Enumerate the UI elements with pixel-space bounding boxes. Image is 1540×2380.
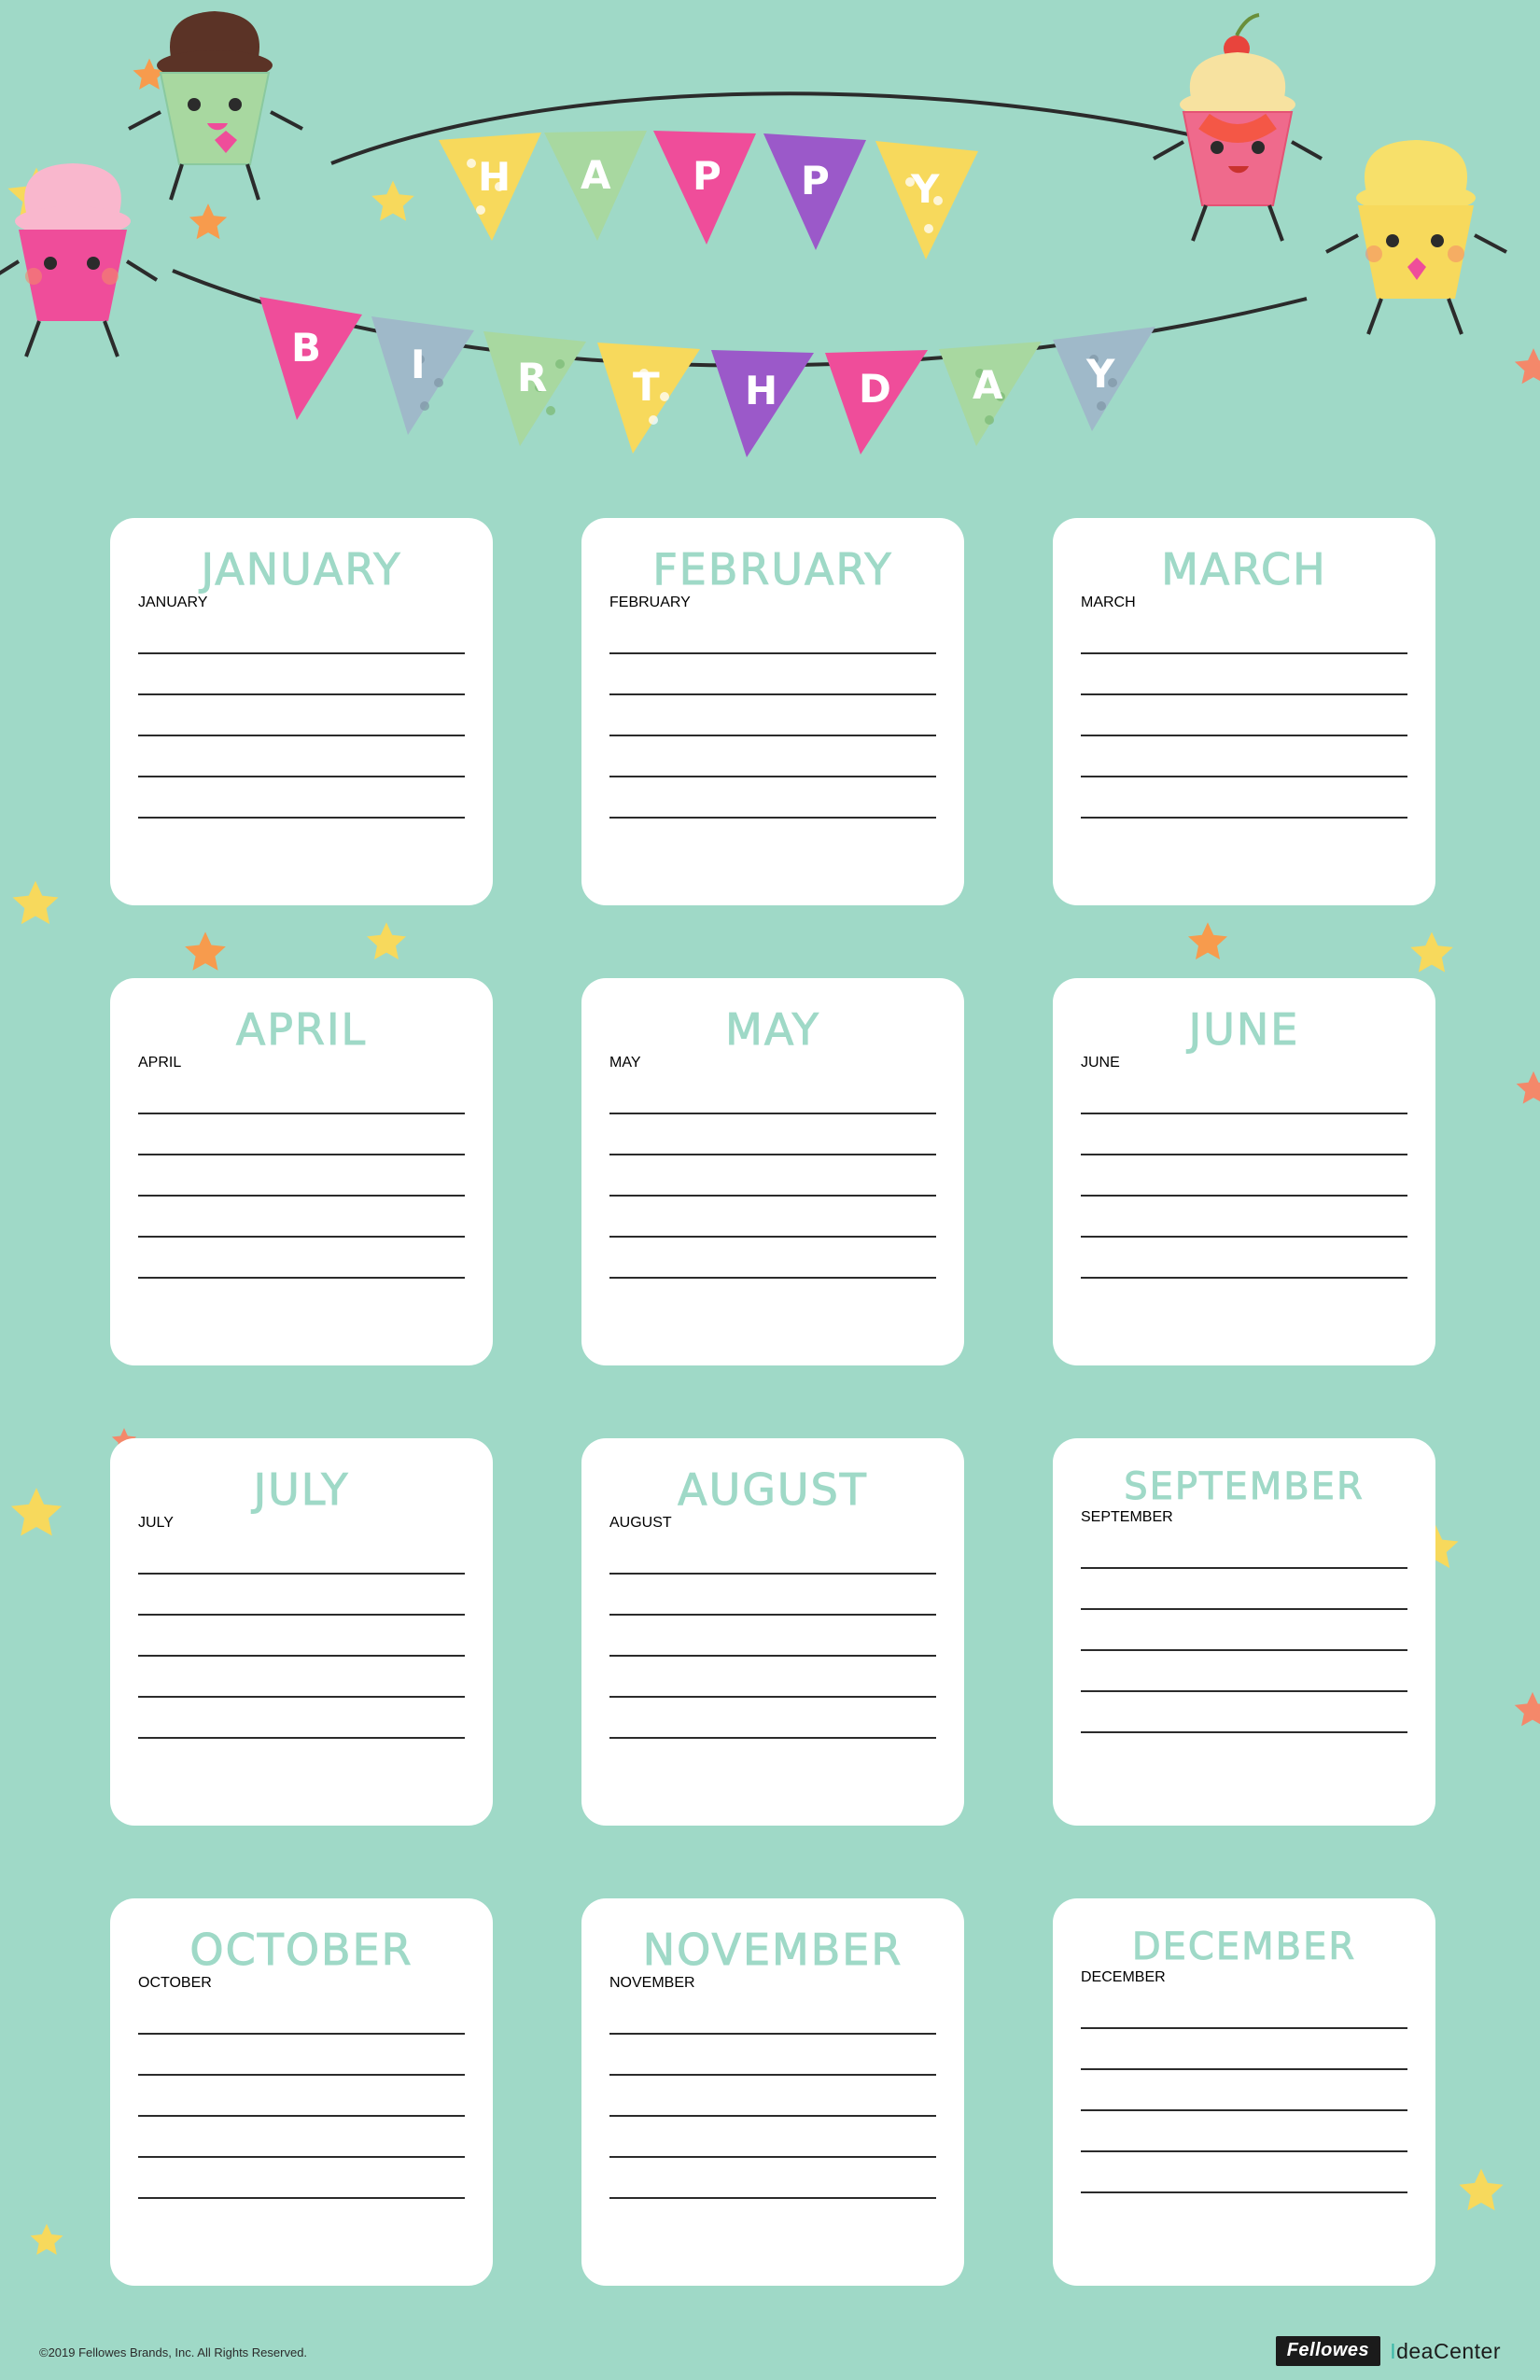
- writing-line[interactable]: [609, 2115, 936, 2117]
- writing-lines[interactable]: [609, 2033, 936, 2199]
- month-title-ghost: JANUARY: [138, 595, 208, 610]
- month-title-ghost: NOVEMBER: [609, 1975, 695, 1991]
- writing-lines[interactable]: [1081, 652, 1407, 819]
- month-title-ghost: JULY: [138, 1515, 174, 1531]
- writing-line[interactable]: [138, 1113, 465, 1114]
- month-card-october[interactable]: [110, 1898, 493, 2286]
- month-title: AUGUST: [678, 1464, 868, 1515]
- writing-lines[interactable]: [609, 652, 936, 819]
- writing-line[interactable]: [609, 817, 936, 819]
- month-card-may[interactable]: [581, 978, 964, 1365]
- month-title-ghost: FEBRUARY: [609, 595, 691, 610]
- writing-line[interactable]: [1081, 817, 1407, 819]
- pennant-letter-b: B: [291, 325, 323, 371]
- month-card-august[interactable]: [581, 1438, 964, 1826]
- writing-line[interactable]: [1081, 735, 1407, 736]
- writing-line[interactable]: [1081, 652, 1407, 654]
- writing-line[interactable]: [138, 693, 465, 695]
- writing-lines[interactable]: [138, 2033, 465, 2199]
- writing-lines[interactable]: [1081, 1113, 1407, 1279]
- writing-lines[interactable]: [138, 1113, 465, 1279]
- month-grid: [110, 518, 1435, 2286]
- writing-line[interactable]: [138, 2033, 465, 2035]
- pennant-letter-y2: Y: [1086, 351, 1116, 397]
- month-title-ghost: DECEMBER: [1081, 1969, 1166, 1985]
- month-title-ghost: MAY: [609, 1055, 641, 1071]
- writing-lines[interactable]: [1081, 1567, 1407, 1733]
- page-footer: [0, 2318, 1540, 2380]
- month-card-january[interactable]: [110, 518, 493, 905]
- writing-line[interactable]: [1081, 693, 1407, 695]
- writing-line[interactable]: [1081, 1649, 1407, 1651]
- writing-line[interactable]: [609, 1277, 936, 1279]
- month-title-ghost: AUGUST: [609, 1515, 672, 1531]
- star-icon: [7, 1484, 65, 1542]
- writing-line[interactable]: [609, 735, 936, 736]
- writing-line[interactable]: [1081, 1690, 1407, 1692]
- writing-line[interactable]: [138, 2115, 465, 2117]
- writing-lines[interactable]: [138, 1573, 465, 1739]
- month-title: MAY: [725, 1004, 820, 1055]
- pennant-letter-r: R: [517, 355, 549, 400]
- fellowes-logo: Fellowes: [1276, 2336, 1380, 2366]
- writing-line[interactable]: [138, 1655, 465, 1657]
- month-title: SEPTEMBER: [1124, 1465, 1365, 1508]
- writing-line[interactable]: [138, 817, 465, 819]
- month-card-november[interactable]: [581, 1898, 964, 2286]
- writing-line[interactable]: [609, 2156, 936, 2158]
- month-title: APRIL: [235, 1004, 368, 1055]
- writing-lines[interactable]: [609, 1113, 936, 1279]
- writing-line[interactable]: [138, 1573, 465, 1575]
- writing-line[interactable]: [609, 1696, 936, 1698]
- writing-line[interactable]: [609, 1154, 936, 1155]
- month-title: MARCH: [1161, 544, 1327, 595]
- writing-line[interactable]: [609, 2197, 936, 2199]
- writing-line[interactable]: [609, 1236, 936, 1238]
- copyright-text: ©2019 Fellowes Brands, Inc. All Rights Reserved.: [39, 2345, 308, 2359]
- pennant-letter-p2: P: [801, 158, 831, 203]
- writing-line[interactable]: [609, 652, 936, 654]
- writing-line[interactable]: [138, 1236, 465, 1238]
- star-icon: [9, 877, 62, 930]
- writing-line[interactable]: [138, 735, 465, 736]
- writing-line[interactable]: [138, 652, 465, 654]
- month-title-ghost: JUNE: [1081, 1055, 1120, 1071]
- star-icon: [1514, 1069, 1540, 1108]
- chocolate-cupcake-character: [129, 11, 302, 200]
- writing-line[interactable]: [138, 776, 465, 777]
- writing-line[interactable]: [138, 1696, 465, 1698]
- month-title: DECEMBER: [1131, 1925, 1357, 1968]
- writing-line[interactable]: [1081, 2068, 1407, 2070]
- writing-line[interactable]: [138, 1737, 465, 1739]
- month-card-april[interactable]: [110, 978, 493, 1365]
- pennant-letter-h2: H: [745, 368, 779, 413]
- month-title: JUNE: [1188, 1004, 1300, 1055]
- writing-lines[interactable]: [1081, 2027, 1407, 2193]
- writing-line[interactable]: [1081, 1277, 1407, 1279]
- writing-line[interactable]: [609, 1573, 936, 1575]
- month-title: FEBRUARY: [652, 544, 893, 595]
- month-title: OCTOBER: [189, 1925, 413, 1975]
- writing-line[interactable]: [609, 1195, 936, 1197]
- lemon-cupcake-character: [1326, 140, 1506, 334]
- pennant-letter-h: H: [478, 154, 512, 200]
- writing-line[interactable]: [1081, 1608, 1407, 1610]
- writing-line[interactable]: [609, 2033, 936, 2035]
- writing-line[interactable]: [1081, 1113, 1407, 1114]
- writing-line[interactable]: [609, 1614, 936, 1616]
- writing-line[interactable]: [138, 1195, 465, 1197]
- writing-line[interactable]: [1081, 1731, 1407, 1733]
- writing-line[interactable]: [1081, 1567, 1407, 1569]
- month-title-ghost: APRIL: [138, 1055, 182, 1071]
- ideacenter-logo: [1390, 2339, 1501, 2364]
- writing-line[interactable]: [1081, 2150, 1407, 2152]
- writing-line[interactable]: [138, 1154, 465, 1155]
- writing-line[interactable]: [1081, 2109, 1407, 2111]
- pennant-letter-t: T: [633, 364, 661, 410]
- writing-line[interactable]: [1081, 2191, 1407, 2193]
- month-title: JANUARY: [201, 544, 402, 595]
- writing-line[interactable]: [609, 1655, 936, 1657]
- month-card-february[interactable]: [581, 518, 964, 905]
- cherry-cupcake-character: [1154, 15, 1322, 241]
- writing-line[interactable]: [609, 2074, 936, 2076]
- writing-line[interactable]: [138, 2074, 465, 2076]
- writing-line[interactable]: [1081, 776, 1407, 777]
- month-title: JULY: [253, 1464, 350, 1515]
- ideacenter-prefix: I: [1390, 2338, 1397, 2363]
- pink-cupcake-character: [0, 163, 157, 357]
- month-title-ghost: OCTOBER: [138, 1975, 212, 1991]
- writing-line[interactable]: [609, 1737, 936, 1739]
- star-icon: [28, 2221, 65, 2259]
- writing-line[interactable]: [609, 1113, 936, 1114]
- ideacenter-suffix: deaCenter: [1396, 2338, 1501, 2363]
- month-card-december[interactable]: [1053, 1898, 1435, 2286]
- writing-line[interactable]: [1081, 1236, 1407, 1238]
- pennant-letter-a2: A: [973, 362, 1004, 408]
- month-title-ghost: MARCH: [1081, 595, 1136, 610]
- pennant-letter-a: A: [581, 152, 612, 198]
- star-icon: [1456, 2165, 1506, 2216]
- writing-line[interactable]: [138, 1277, 465, 1279]
- writing-line[interactable]: [1081, 1195, 1407, 1197]
- writing-lines[interactable]: [138, 652, 465, 819]
- pennant-letter-d: D: [859, 366, 892, 412]
- writing-line[interactable]: [1081, 2027, 1407, 2029]
- star-icon: [1512, 1689, 1540, 1730]
- brand-logo-group: [1276, 2335, 1501, 2367]
- writing-line[interactable]: [609, 693, 936, 695]
- writing-line[interactable]: [138, 1614, 465, 1616]
- pennant-group-birthday: [259, 297, 1155, 457]
- pennant-letter-p1: P: [693, 153, 722, 199]
- birthday-banner: [0, 0, 1540, 504]
- pennant-letter-i: I: [411, 342, 427, 387]
- writing-line[interactable]: [138, 2197, 465, 2199]
- month-card-september[interactable]: [1053, 1438, 1435, 1826]
- writing-line[interactable]: [1081, 1154, 1407, 1155]
- writing-line[interactable]: [609, 776, 936, 777]
- month-card-march[interactable]: [1053, 518, 1435, 905]
- month-title-ghost: SEPTEMBER: [1081, 1509, 1173, 1525]
- banner-graphic: [0, 0, 1540, 504]
- writing-line[interactable]: [138, 2156, 465, 2158]
- month-card-july[interactable]: [110, 1438, 493, 1826]
- writing-lines[interactable]: [609, 1573, 936, 1739]
- month-title: NOVEMBER: [642, 1925, 903, 1975]
- month-card-june[interactable]: [1053, 978, 1435, 1365]
- pennant-letter-y: Y: [911, 166, 941, 212]
